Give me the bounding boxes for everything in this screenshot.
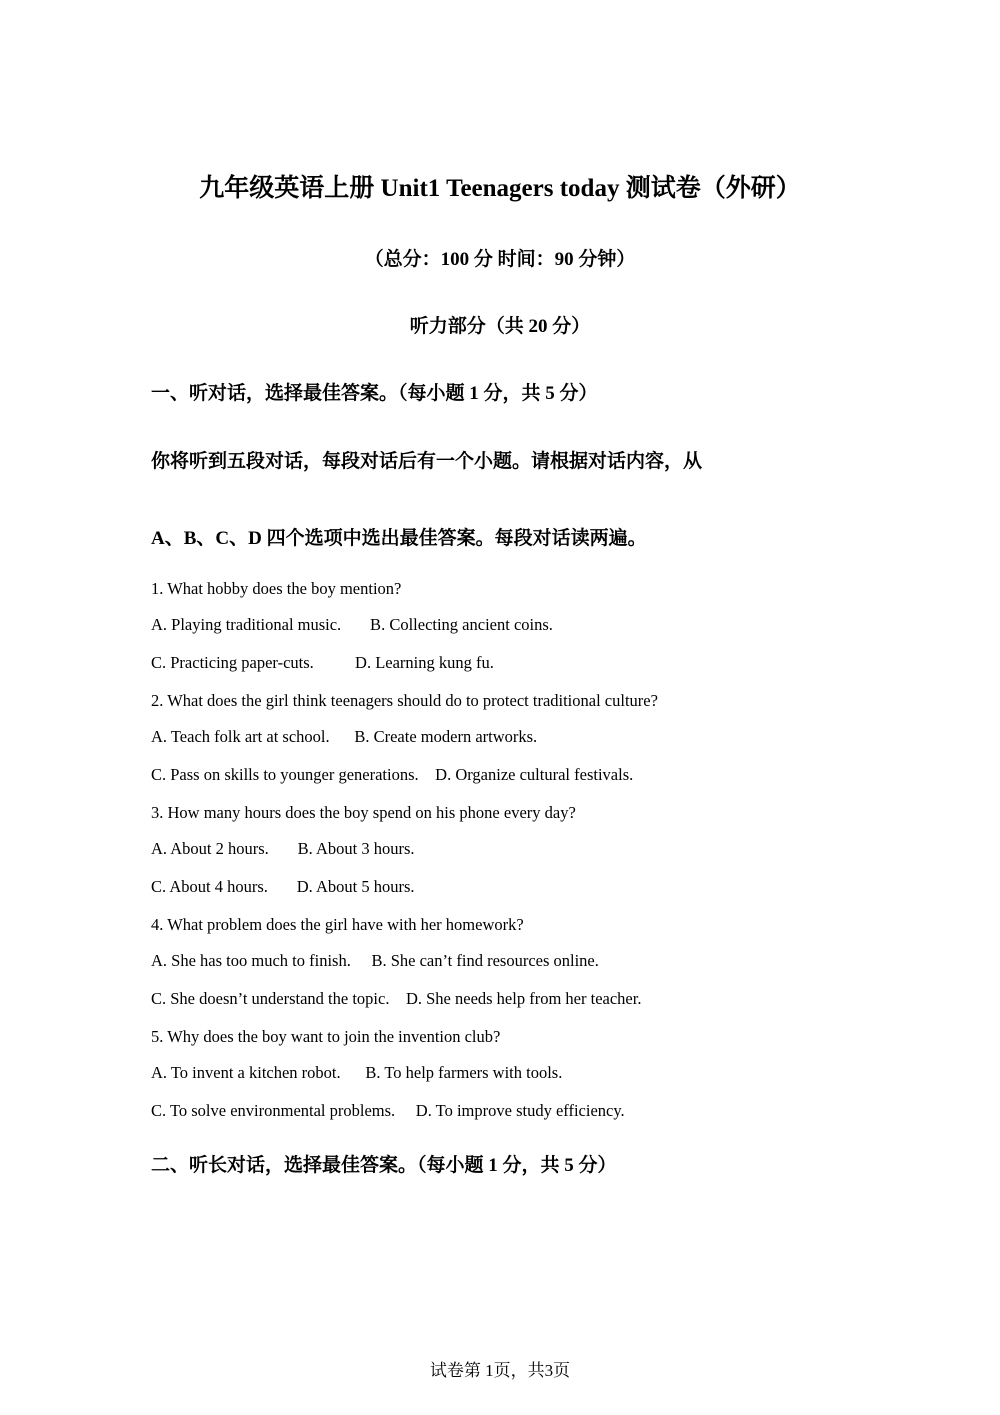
score-time-info: （总分：100 分 时间：90 分钟） [364, 249, 636, 270]
question-3-options-cd: C. About 4 hours. D. About 5 hours. [151, 877, 415, 896]
question-1-stem: 1. What hobby does the boy mention? [151, 579, 402, 598]
section-1-instruction-line-2: A、B、C、D 四个选项中选出最佳答案。每段对话读两遍。 [151, 528, 647, 549]
question-4-stem: 4. What problem does the girl have with her homework? [151, 915, 524, 934]
question-2-stem: 2. What does the girl think teenagers should do to protect traditional culture? [151, 691, 658, 710]
question-3-options-ab: A. About 2 hours. B. About 3 hours. [151, 839, 415, 858]
question-1-options-cd: C. Practicing paper-cuts. D. Learning kung fu. [151, 653, 494, 672]
question-3-stem: 3. How many hours does the boy spend on his phone every day? [151, 803, 576, 822]
section-2-heading: 二、听长对话，选择最佳答案。（每小题 1 分，共 5 分） [151, 1155, 617, 1176]
question-2-options-cd: C. Pass on skills to younger generations. D. Organize cultural festivals. [151, 765, 634, 784]
question-5-options-ab: A. To invent a kitchen robot. B. To help farmers with tools. [151, 1063, 563, 1082]
question-1-options-ab: A. Playing traditional music. B. Collecting ancient coins. [151, 615, 553, 634]
question-4-options-ab: A. She has too much to finish. B. She can’t find resources online. [151, 951, 599, 970]
section-1-heading: 一、听对话，选择最佳答案。（每小题 1 分，共 5 分） [151, 383, 598, 404]
section-1-instruction-line-1: 你将听到五段对话，每段对话后有一个小题。请根据对话内容，从 [151, 451, 703, 472]
listening-part-heading: 听力部分（共 20 分） [409, 316, 591, 337]
question-5-stem: 5. Why does the boy want to join the invention club? [151, 1027, 501, 1046]
page-footer: 试卷第 1页，共3页 [429, 1361, 571, 1380]
question-4-options-cd: C. She doesn’t understand the topic. D. She needs help from her teacher. [151, 989, 642, 1008]
question-2-options-ab: A. Teach folk art at school. B. Create modern artworks. [151, 727, 538, 746]
question-5-options-cd: C. To solve environmental problems. D. To improve study efficiency. [151, 1101, 625, 1120]
page-title: 九年级英语上册 Unit1 Teenagers today 测试卷（外研） [199, 175, 801, 202]
